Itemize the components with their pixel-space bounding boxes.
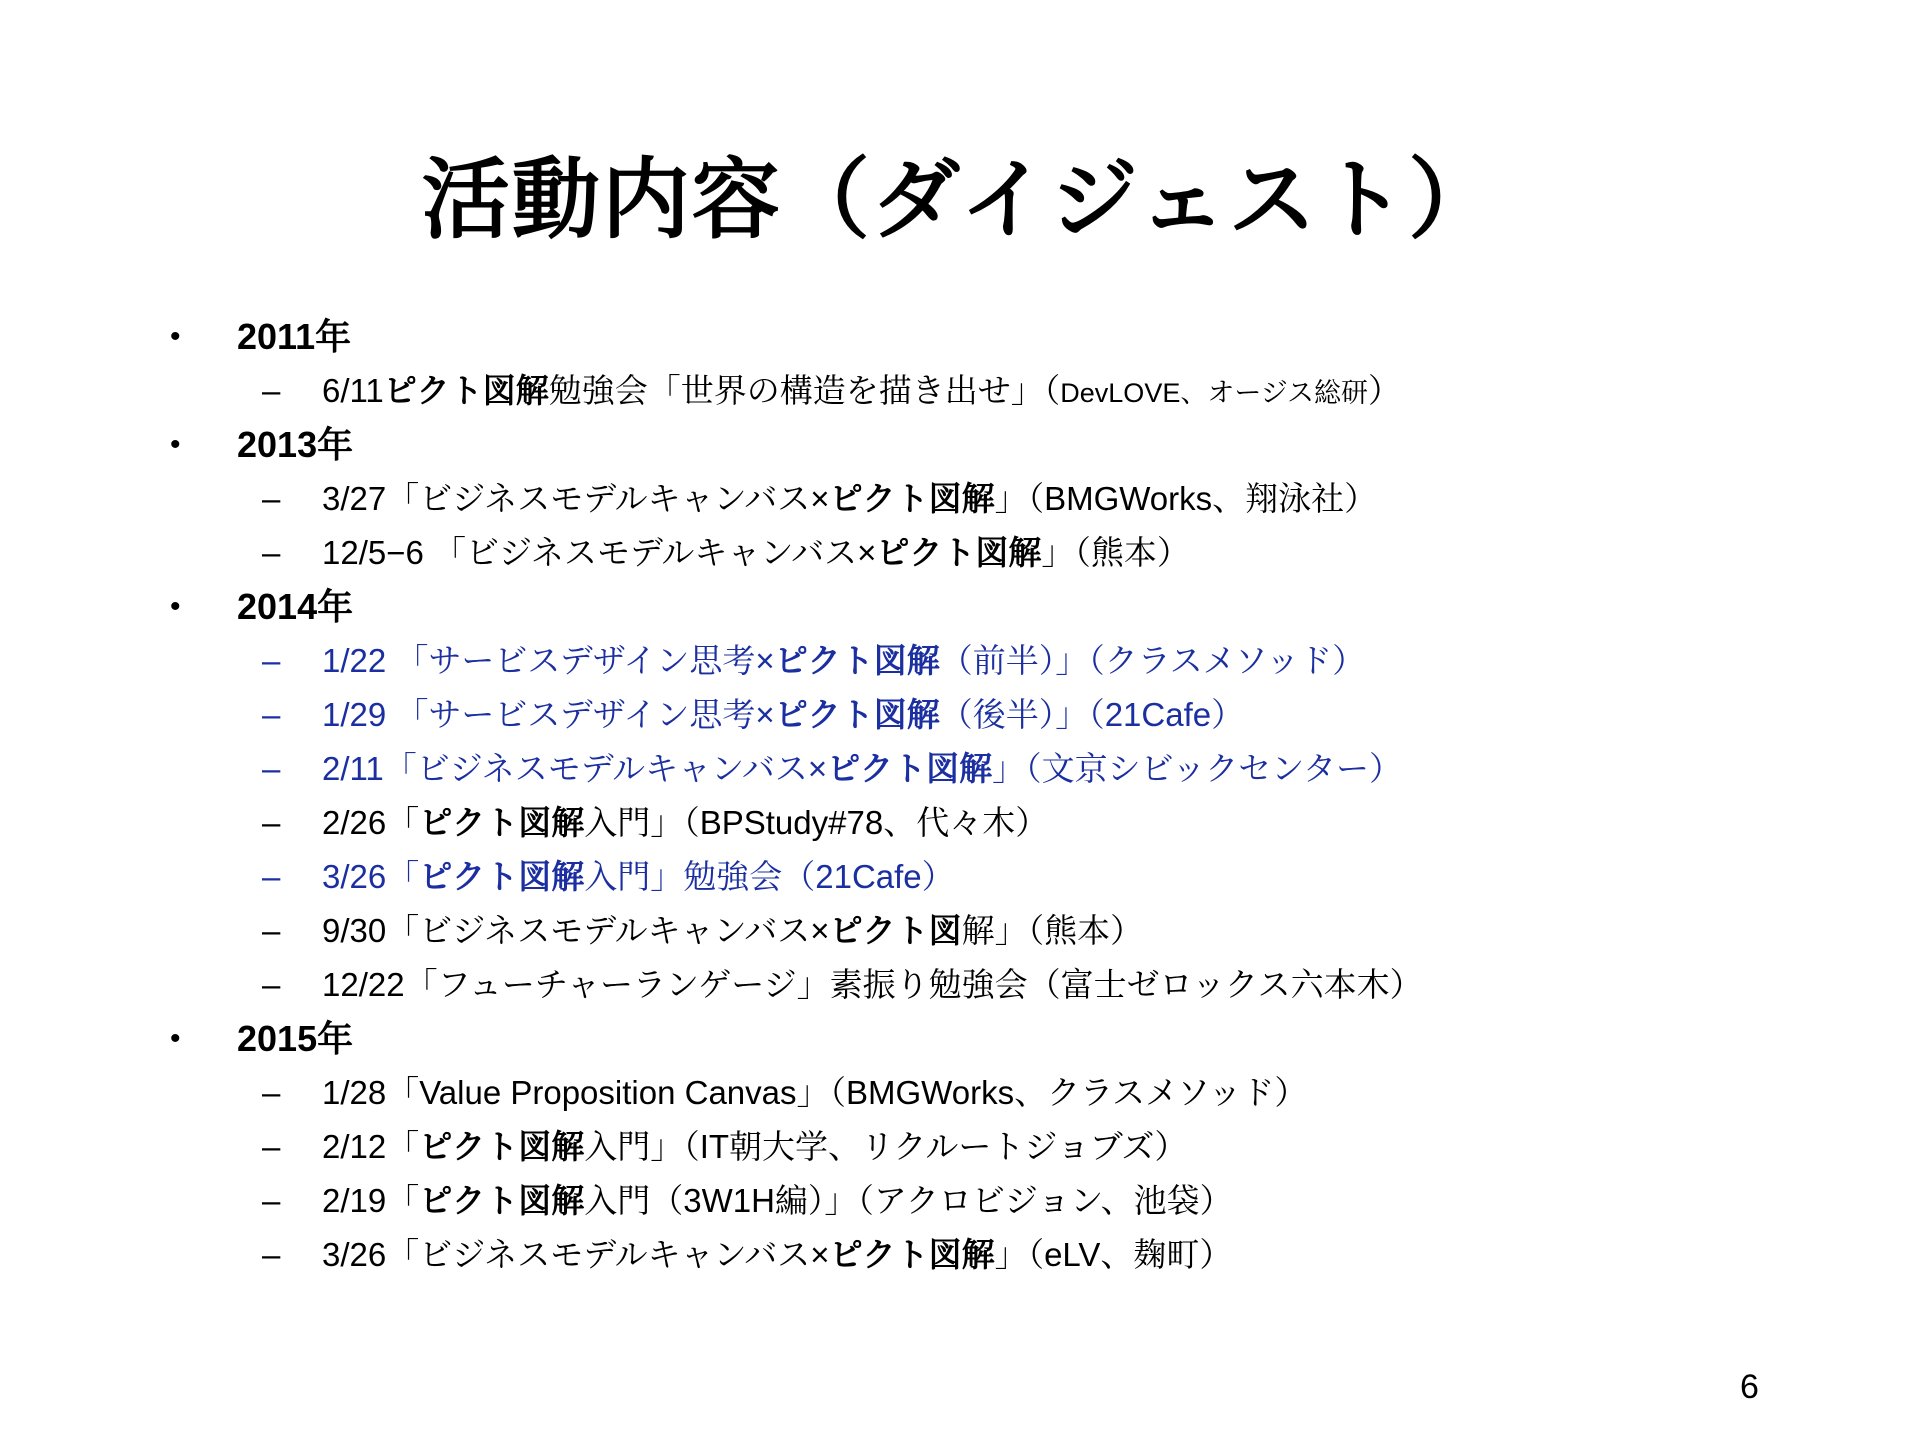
item-text (322, 364, 1401, 420)
dash: – (262, 1074, 281, 1111)
item-text (322, 634, 1365, 688)
item-bold: ピクト図解 (827, 750, 993, 787)
item-date: 6/11 (322, 372, 384, 409)
item-rest: 」（BMGWorks、翔泳社） (994, 480, 1378, 517)
dash: – (262, 480, 281, 517)
item-pre: 2/11「ビジネスモデルキャンバス× (322, 750, 828, 787)
year-label: 2015年 (237, 1018, 354, 1059)
item-pre: 12/22「フューチャーランゲージ」素振り勉強会（富士ゼロックス六本木） (322, 966, 1423, 1003)
item-text (322, 850, 955, 904)
year-heading-2013 (0, 418, 1920, 472)
dash: – (262, 696, 281, 733)
dash: – (262, 858, 281, 895)
year-label: 2011年 (237, 316, 352, 357)
list-item (0, 1228, 1920, 1282)
year-label: 2014年 (237, 586, 354, 627)
item-text (322, 526, 1190, 580)
dash: – (262, 804, 281, 841)
list-item (0, 1174, 1920, 1228)
item-rest: （前半）」（クラスメソッド） (939, 642, 1366, 679)
item-pre: 9/30「ビジネスモデルキャンバス× (322, 912, 830, 949)
item-text (322, 688, 1244, 742)
year-heading-2011 (0, 310, 1920, 364)
item-text (322, 958, 1423, 1012)
list-item (0, 634, 1920, 688)
item-bold: ピクト図解 (829, 480, 995, 517)
dash: – (262, 912, 281, 949)
bullet: • (170, 1022, 181, 1055)
dash: – (262, 642, 281, 679)
page-number: 6 (1740, 1368, 1759, 1406)
slide-title: 活動内容（ダイジェスト） (421, 148, 1499, 251)
dash: – (262, 534, 281, 571)
item-bold: ピクト図 (829, 912, 962, 949)
item-bold: ピクト図解 (419, 804, 585, 841)
list-item (0, 742, 1920, 796)
list-item (0, 850, 1920, 904)
bullet: • (170, 590, 181, 623)
dash: – (262, 372, 281, 409)
list-item (0, 1120, 1920, 1174)
item-pre: 1/22 「サービスデザイン思考× (322, 642, 775, 679)
item-rest: 」（eLV、麹町） (994, 1236, 1233, 1273)
item-text (322, 1066, 1307, 1120)
item-bold: ピクト図解 (383, 372, 549, 409)
activity-list (0, 310, 1920, 1282)
dash: – (262, 1236, 281, 1273)
dash: – (262, 966, 281, 1003)
year-label: 2013年 (237, 424, 354, 465)
item-small: DevLOVE、オージス総研 (1060, 378, 1368, 408)
dash: – (262, 750, 281, 787)
list-item (0, 472, 1920, 526)
list-item (0, 904, 1920, 958)
year-heading-2014 (0, 580, 1920, 634)
list-item (0, 1066, 1920, 1120)
item-text (322, 1120, 1187, 1174)
item-text (322, 904, 1143, 958)
item-pre: 1/28「Value Proposition Canvas」（BMGWorks、クラスメソッド） (322, 1074, 1308, 1111)
item-rest: 入門」（IT朝大学、リクルートジョブズ） (584, 1128, 1188, 1165)
item-tail: ） (1367, 372, 1401, 409)
item-bold: ピクト図解 (419, 1128, 585, 1165)
item-bold: ピクト図解 (876, 534, 1042, 571)
item-rest: 入門（3W1H編）」（アクロビジョン、池袋） (584, 1182, 1233, 1219)
item-pre: 3/26「ビジネスモデルキャンバス× (322, 1236, 830, 1273)
bullet: • (170, 320, 181, 353)
item-text (322, 1174, 1233, 1228)
bullet: • (170, 428, 181, 461)
item-rest: 勉強会「世界の構造を描き出せ」（ (548, 372, 1061, 409)
item-pre: 2/26「 (322, 804, 420, 841)
year-heading-2015 (0, 1012, 1920, 1066)
item-bold: ピクト図解 (774, 642, 940, 679)
item-bold: ピクト図解 (419, 858, 585, 895)
list-item (0, 526, 1920, 580)
item-bold: ピクト図解 (829, 1236, 995, 1273)
dash: – (262, 1182, 281, 1219)
item-bold: ピクト図解 (774, 696, 940, 733)
item-rest: 解」（熊本） (961, 912, 1144, 949)
item-pre: 2/19「 (322, 1182, 420, 1219)
item-rest: （後半）」（21Cafe） (939, 696, 1245, 733)
item-rest: 」（文京シビックセンター） (992, 750, 1402, 787)
item-pre: 3/27「ビジネスモデルキャンバス× (322, 480, 830, 517)
dash: – (262, 1128, 281, 1165)
item-pre: 1/29 「サービスデザイン思考× (322, 696, 775, 733)
item-pre: 12/5−6 「ビジネスモデルキャンバス× (322, 534, 877, 571)
list-item (0, 958, 1920, 1012)
item-text (322, 472, 1377, 526)
item-text (322, 796, 1048, 850)
list-item (0, 796, 1920, 850)
item-rest: 入門」（BPStudy#78、代々木） (584, 804, 1049, 841)
item-bold: ピクト図解 (419, 1182, 585, 1219)
item-text (322, 1228, 1232, 1282)
item-rest: 入門」勉強会（21Cafe） (584, 858, 955, 895)
item-text (322, 742, 1402, 796)
item-pre: 3/26「 (322, 858, 420, 895)
item-rest: 」（熊本） (1041, 534, 1190, 571)
list-item (0, 688, 1920, 742)
list-item (0, 364, 1920, 418)
item-pre: 2/12「 (322, 1128, 420, 1165)
